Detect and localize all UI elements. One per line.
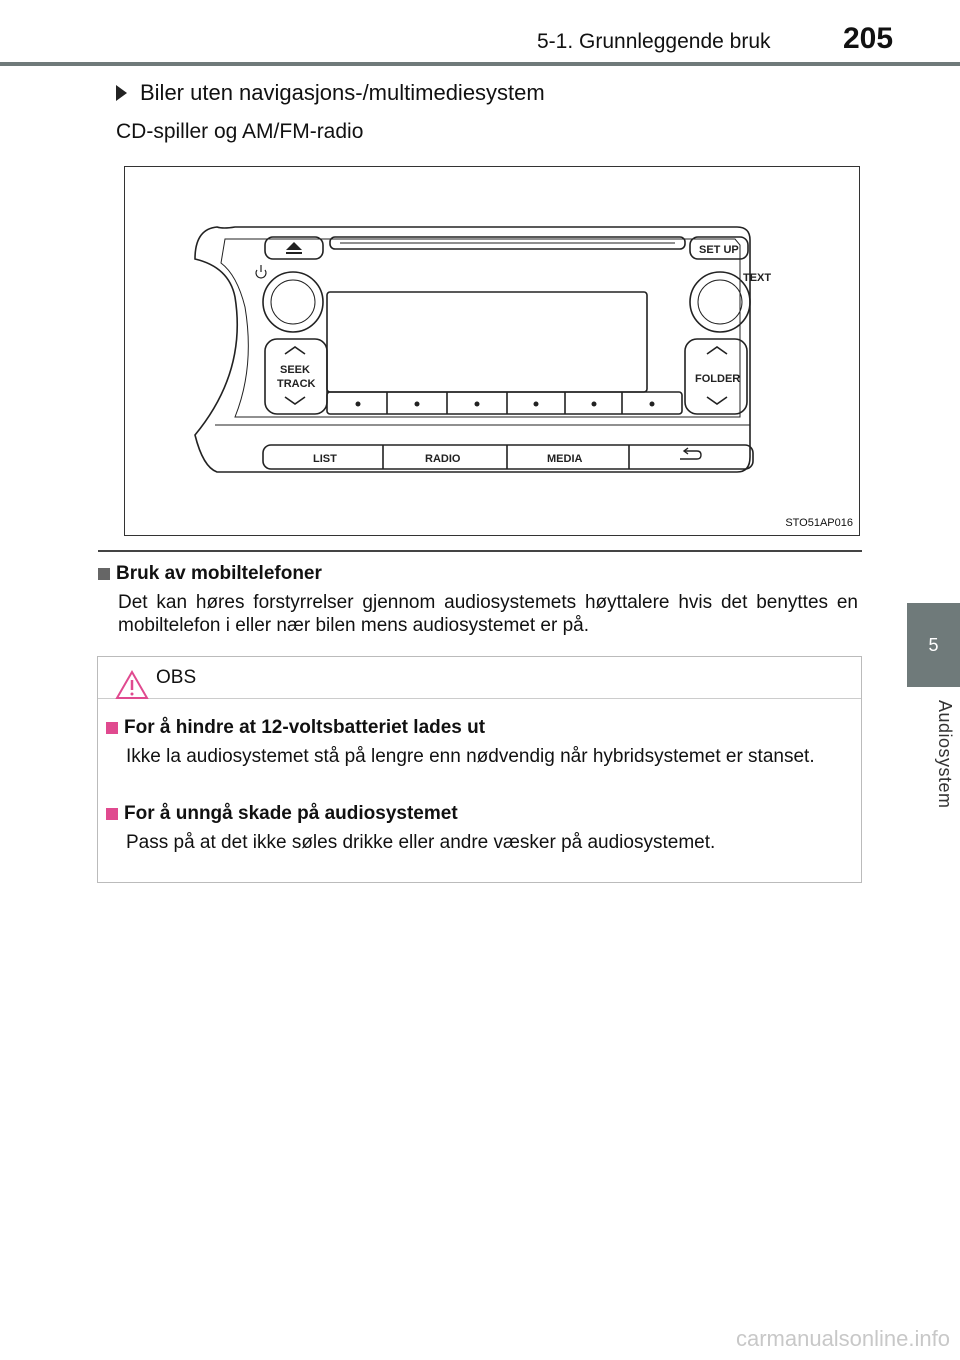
power-icon: [256, 265, 266, 278]
folder-label: FOLDER: [695, 373, 741, 385]
radio-body-outline: [195, 227, 750, 472]
mobile-section-title-text: Bruk av mobiltelefoner: [116, 563, 322, 584]
bullet-heading-text: Biler uten navigasjons-/multimediesystem: [140, 80, 545, 105]
watermark: carmanualsonline.info: [735, 1326, 950, 1351]
figure-id: STO51AP016: [785, 517, 853, 529]
obs-item: [106, 803, 846, 854]
running-header: 5-1. Grunnleggende bruk: [537, 30, 771, 53]
radio-drawing: [125, 167, 861, 537]
obs-title: OBS: [156, 667, 197, 688]
preset-buttons: [327, 392, 682, 414]
page-number: 205: [843, 22, 894, 55]
back-icon: [680, 448, 701, 459]
chapter-tab: 5: [907, 603, 960, 687]
preset-dot-5: [592, 402, 597, 407]
sub-heading: CD-spiller og AM/FM-radio: [116, 120, 364, 143]
display-screen: [327, 292, 647, 392]
obs-item-title-text: For å hindre at 12-voltsbatteriet lades ut: [124, 717, 486, 738]
obs-item-body: Ikke la audiosystemet stå på lengre enn nødvendig når hybridsystemet er stanset.: [126, 746, 815, 767]
chapter-label: [934, 700, 958, 830]
radio-illustration: [124, 166, 860, 536]
text-label: TEXT: [743, 272, 772, 284]
preset-dot-3: [475, 402, 480, 407]
mobile-section-body: Det kan høres forstyrrelser gjennom audiosystemets høyttalere hvis det benyttes en mobiltelefon i eller nær bilen mens audiosystemet er på.: [118, 592, 858, 636]
mobile-section: [98, 563, 858, 637]
obs-item-title-text: For å unngå skade på audiosystemet: [124, 803, 458, 824]
power-volume-knob: [263, 272, 323, 332]
preset-dot-1: [356, 402, 361, 407]
seek-label: SEEK: [280, 364, 310, 376]
tune-knob: [690, 272, 750, 332]
eject-icon: [286, 242, 302, 254]
track-label: TRACK: [277, 378, 316, 390]
preset-dot-6: [650, 402, 655, 407]
list-label: LIST: [313, 453, 337, 465]
obs-item-title: [106, 717, 846, 739]
setup-label: SET UP: [699, 244, 739, 256]
triangle-bullet-icon: [116, 85, 127, 101]
square-bullet-icon: [106, 808, 118, 820]
mobile-section-title: [98, 563, 858, 585]
obs-item: [106, 717, 846, 768]
radio-inner-outline: [221, 239, 740, 417]
preset-dot-4: [534, 402, 539, 407]
chapter-label-text: Audiosystem: [935, 700, 955, 809]
obs-box: [97, 656, 862, 883]
bullet-heading: [116, 80, 545, 106]
square-bullet-icon: [106, 722, 118, 734]
preset-dot-2: [415, 402, 420, 407]
obs-item-body: Pass på at det ikke søles drikke eller andre væsker på audiosystemet.: [126, 832, 716, 853]
obs-item-title: [106, 803, 846, 825]
media-label: MEDIA: [547, 453, 583, 465]
section-rule: [98, 550, 862, 552]
obs-header: [98, 657, 861, 699]
warning-triangle-icon: [115, 670, 149, 700]
header-rule: [0, 62, 960, 66]
radio-label: RADIO: [425, 453, 461, 465]
square-bullet-icon: [98, 568, 110, 580]
